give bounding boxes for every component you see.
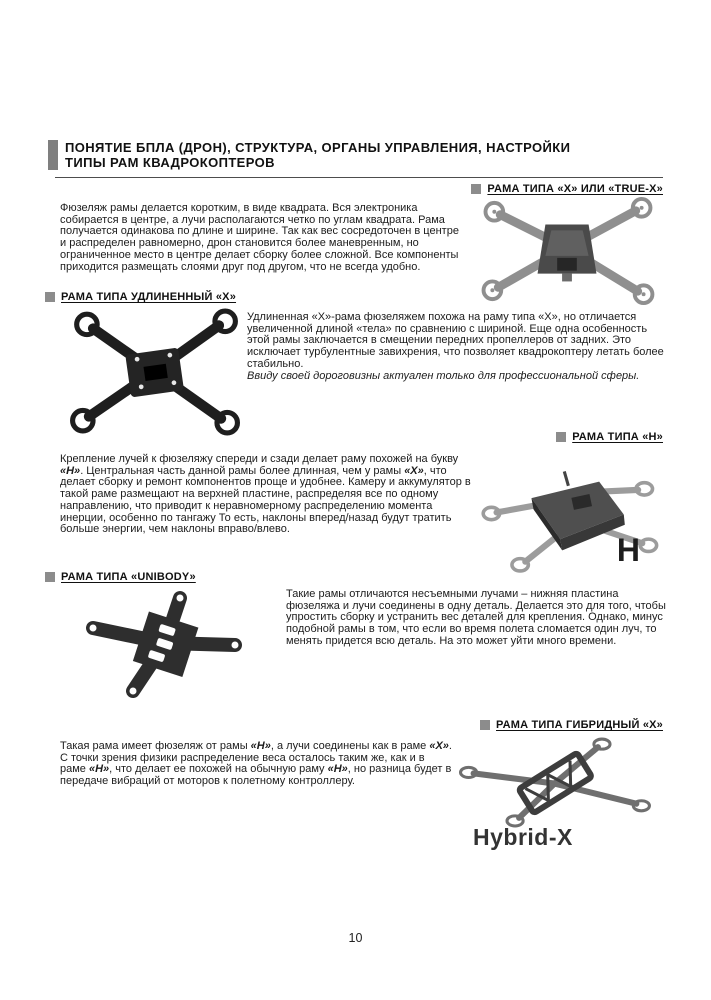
section-bullet-icon: [480, 720, 490, 730]
x-frame-photo: [468, 197, 666, 305]
section-heading-label: РАМА ТИПА УДЛИНЕННЫЙ «Х»: [61, 291, 237, 303]
paragraph-true-x: Фюзеляж рамы делается коротким, в виде квадрата. Вся электроника собирается в центре, а лучи располагаются четко по углам квадрата. Рама получается одинакова по длине и ширине. Так как вес сосредоточен в центре и распределен равномерно, дрон становится более маневренным, но ограниченное место в центре делает сборку более сложной. Все компоненты приходится размещать слоями друг под другом, что не всегда удобно.: [60, 202, 459, 273]
h-frame-photo: [478, 455, 668, 573]
paragraph-elongated-x-note: Ввиду своей дороговизны актуален только для профессиональной сферы.: [247, 369, 640, 382]
x-frame-drawing: [468, 197, 666, 305]
unibody-frame-drawing: [45, 588, 280, 708]
section-heading-elongated-x: [45, 291, 236, 303]
section-heading-label: РАМА ТИПА «UNIBODY»: [61, 571, 196, 583]
paragraph-h-frame: Крепление лучей к фюзеляжу спереди и сзади делает раму похожей на букву «Н». Центральная часть данной рамы более длинная, чем у рамы «Х», что делает сборку и ремонт компонентов проще и удобнее. Камеру и аккумулятор в такой раме размещают на верхней пластине, распределяя все по одному направлению, что приводит к неравномерному распределению момента инерции, особенно по тангажу То есть, наклоны вперед/назад будут тратить больше энергии, чем наклоны вправо/влево.: [60, 453, 471, 536]
section-bullet-icon: [45, 292, 55, 302]
section-heading-true-x: [471, 183, 663, 195]
paragraph-unibody: Такие рамы отличаются несъемными лучами – нижняя пластина фюзеляжа и лучи соединены в одну деталь. Делается это для того, чтобы упростить сборку и устранить вес деталей для крепления. Однако, минус подобной рамы в том, что если во время полета сломается один луч, то менять придется всю деталь. На это может уйти много времени.: [286, 588, 666, 647]
section-bullet-icon: [45, 572, 55, 582]
paragraph-elongated-x: [247, 312, 665, 382]
header-title: [65, 140, 570, 170]
elongated-x-frame-drawing: [52, 308, 257, 436]
unibody-frame-photo: [45, 588, 280, 708]
section-heading-unibody: [45, 571, 196, 583]
elongated-x-frame-photo: [52, 308, 257, 436]
hybrid-x-caption: Hybrid-X: [473, 824, 573, 850]
h-frame-letter-label: H: [616, 532, 640, 568]
paragraph-hybrid-x: Такая рама имеет фюзеляж от рамы «Н», а лучи соединены как в раме «Х». С точки зрения физики распределение веса осталось таким же, как и в раме «Н», что делает ее похожей на обычную раму «Н», но разница будет в передаче вибраций от моторов к полетному контроллеру.: [60, 740, 452, 788]
header-accent-bar-icon: [48, 140, 58, 170]
page-number: 10: [348, 931, 363, 945]
section-heading-hybrid-x: [480, 719, 663, 731]
header-line-1: ПОНЯТИЕ БПЛА (ДРОН), СТРУКТУРА, ОРГАНЫ УПРАВЛЕНИЯ, НАСТРОЙКИ: [65, 140, 571, 155]
section-bullet-icon: [556, 432, 566, 442]
header-line-2: ТИПЫ РАМ КВАДРОКОПТЕРОВ: [65, 155, 275, 170]
paragraph-elongated-x-body: Удлиненная «Х»-рама фюзеляжем похожа на раму типа «Х», но отличается увеличенной длиной «тела» по сравнению с шириной. Еще одна особенность этой рамы заключается в смещении передних пропеллеров от задних. Это исключает турбулентные завихрения, что позволяет квадрокоптеру летать более стабильно.: [247, 311, 664, 370]
header-divider: [55, 177, 663, 178]
section-heading-label: РАМА ТИПА «Х» ИЛИ «TRUE-X»: [487, 183, 663, 195]
hybrid-x-frame-photo: [448, 733, 666, 829]
page-header: [48, 140, 570, 170]
section-heading-label: РАМА ТИПА «Н»: [572, 431, 663, 443]
section-heading-h-frame: [556, 431, 663, 443]
hybrid-x-frame-drawing: [448, 733, 666, 829]
section-heading-label: РАМА ТИПА ГИБРИДНЫЙ «Х»: [496, 719, 663, 731]
section-bullet-icon: [471, 184, 481, 194]
